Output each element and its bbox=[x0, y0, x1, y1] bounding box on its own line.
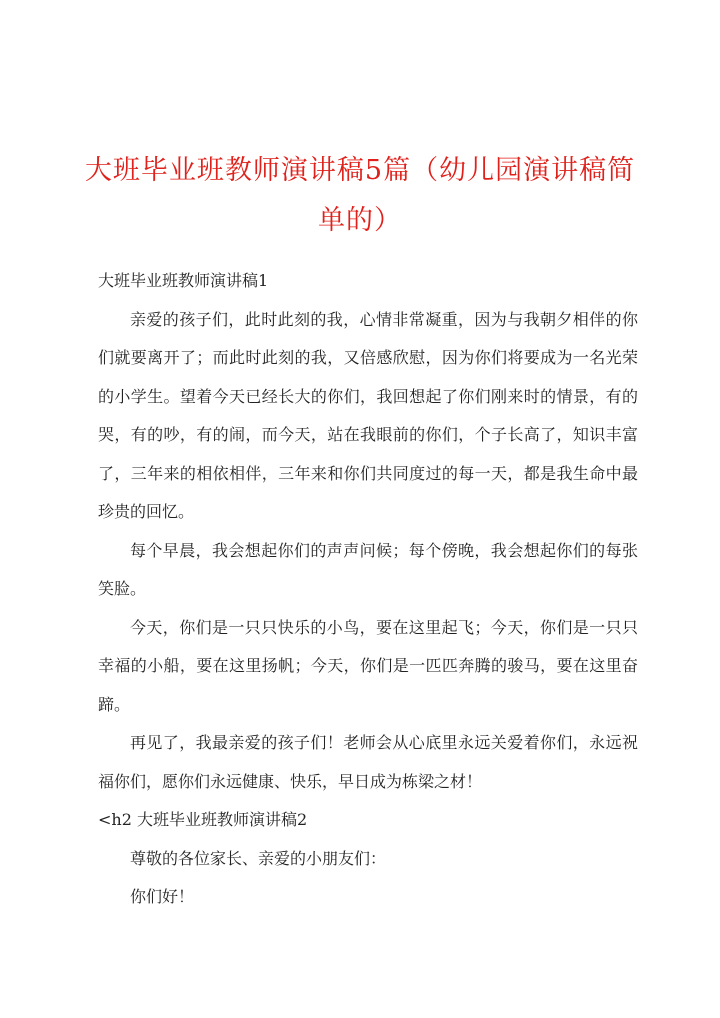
document-body bbox=[98, 262, 638, 917]
paragraph-3: 今天，你们是一只只快乐的小鸟，要在这里起飞；今天，你们是一只只幸福的小船，要在这里扬帆；今天，你们是一匹匹奔腾的骏马，要在这里奋蹄。 bbox=[98, 617, 638, 714]
paragraph-2: 每个早晨，我会想起你们的声声问候；每个傍晚，我会想起你们的每张笑脸。 bbox=[98, 540, 638, 598]
title-line-1: 大班毕业班教师演讲稿5篇（幼儿园演讲稿简 bbox=[84, 155, 636, 186]
section-heading-2: <h2 大班毕业班教师演讲稿2 bbox=[98, 810, 308, 829]
hello-line: 你们好！ bbox=[130, 887, 195, 906]
section-heading-1: 大班毕业班教师演讲稿1 bbox=[98, 271, 269, 290]
greeting-line: 尊敬的各位家长、亲爱的小朋友们： bbox=[130, 848, 387, 868]
document-title bbox=[60, 146, 660, 246]
title-line-2: 单的） bbox=[318, 205, 402, 236]
paragraph-4: 再见了，我最亲爱的孩子们！老师会从心底里永远关爱着你们，永远祝福你们，愿你们永远健康、快乐，早日成为栋梁之材！ bbox=[98, 733, 638, 791]
paragraph-1: 亲爱的孩子们，此时此刻的我，心情非常凝重，因为与我朝夕相伴的你们就要离开了；而此时此刻的我，又倍感欣慰，因为你们将要成为一名光荣的小学生。望着今天已经长大的你们，我回想起了你们刚来时的情景，有的哭，有的吵，有的闹，而今天，站在我眼前的你们，个子长高了，知识丰富了，三年来的相依相伴，三年来和你们共同度过的每一天，都是我生命中最珍贵的回忆。 bbox=[98, 309, 638, 521]
